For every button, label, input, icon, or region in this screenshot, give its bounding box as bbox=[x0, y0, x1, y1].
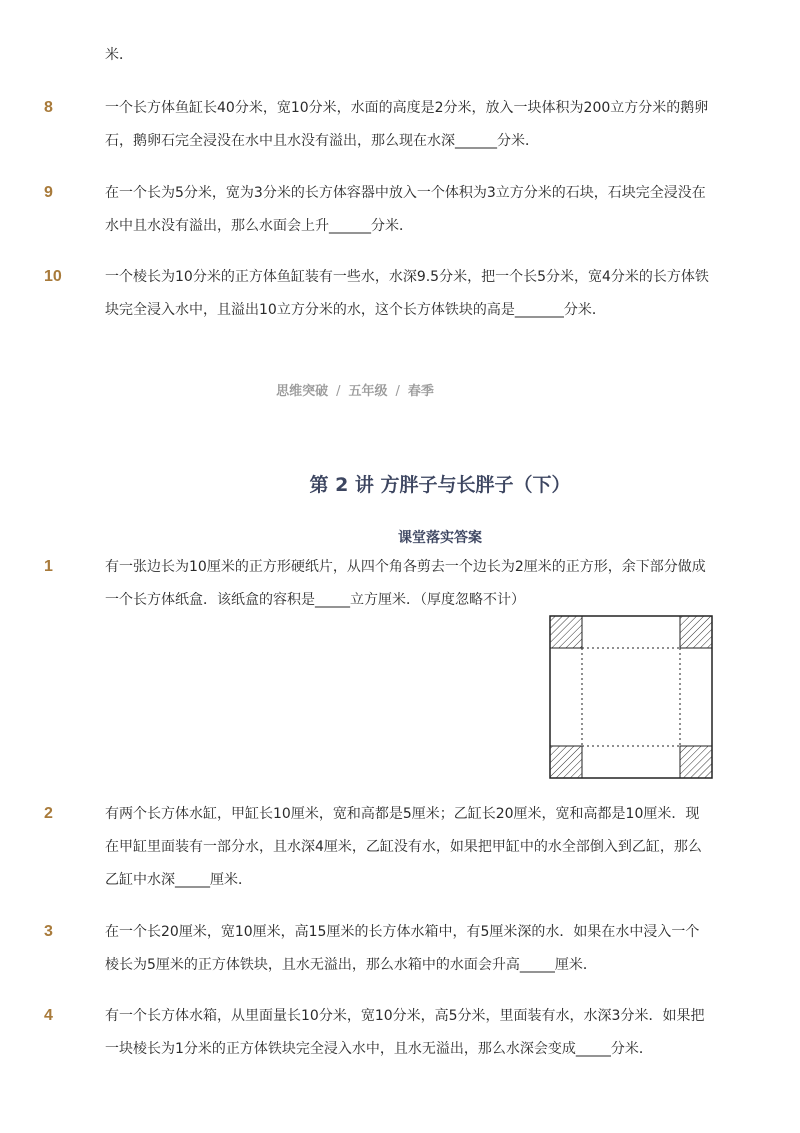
corner-square-top-left bbox=[550, 616, 582, 648]
corner-square-bottom-right bbox=[680, 746, 712, 778]
lecture-title: 第 2 讲 方胖子与长胖子（下） bbox=[309, 474, 571, 496]
question-number: 2 bbox=[44, 805, 53, 822]
question-text-line: 在一个长20厘米，宽10厘米，高15厘米的长方体水箱中，有5厘米深的水．如果在水中浸入一个 bbox=[105, 924, 700, 940]
question-text-line: 一个长方体纸盒．该纸盒的容积是_____立方厘米．（厚度忽略不计） bbox=[105, 592, 525, 608]
question-text-line: 棱长为5厘米的正方体铁块，且水无溢出，那么水箱中的水面会升高_____厘米． bbox=[105, 957, 597, 973]
question-number: 9 bbox=[44, 184, 53, 201]
question-text-line: 块完全浸入水中，且溢出10立方分米的水，这个长方体铁块的高是_______分米． bbox=[105, 302, 606, 318]
question-number: 1 bbox=[44, 558, 53, 575]
corner-square-bottom-left bbox=[550, 746, 582, 778]
question-text-line: 水中且水没有溢出，那么水面会上升______分米． bbox=[105, 218, 413, 234]
section-title: 课堂落实答案 bbox=[398, 530, 482, 546]
cut-corner-square-figure bbox=[549, 615, 713, 779]
footer-separator: / bbox=[395, 384, 400, 399]
question-number: 3 bbox=[44, 923, 53, 940]
question-text-line: 在一个长为5分米，宽为3分米的长方体容器中放入一个体积为3立方分米的石块，石块完全浸没在 bbox=[105, 185, 706, 201]
question-text-line: 一个棱长为10分米的正方体鱼缸装有一些水，水深9.5分米，把一个长5分米，宽4分米的长方体铁 bbox=[105, 269, 709, 285]
question-text-line: 一块棱长为1分米的正方体铁块完全浸入水中，且水无溢出，那么水深会变成_____分米． bbox=[105, 1041, 653, 1057]
question-text-line: 有两个长方体水缸，甲缸长10厘米，宽和高都是5厘米；乙缸长20厘米，宽和高都是10厘米．现 bbox=[105, 806, 700, 822]
question-text-line: 一个长方体鱼缸长40分米，宽10分米，水面的高度是2分米，放入一块体积为200立方分米的鹅卵 bbox=[105, 100, 709, 116]
corner-square-top-right bbox=[680, 616, 712, 648]
page-footer bbox=[0, 380, 710, 399]
question-text-line: 有一个长方体水箱，从里面量长10分米，宽10分米，高5分米，里面装有水，水深3分米．如果把 bbox=[105, 1008, 705, 1024]
question-text-line: 石，鹅卵石完全浸没在水中且水没有溢出，那么现在水深______分米． bbox=[105, 133, 539, 149]
footer-grade: 五年级 bbox=[348, 384, 388, 399]
question-number: 8 bbox=[44, 99, 53, 116]
footer-separator: / bbox=[336, 384, 341, 399]
continued-text: 米． bbox=[105, 47, 133, 63]
question-number: 4 bbox=[44, 1007, 53, 1024]
question-text-line: 有一张边长为10厘米的正方形硬纸片，从四个角各剪去一个边长为2厘米的正方形，余下部分做成 bbox=[105, 559, 706, 575]
question-number: 10 bbox=[44, 268, 62, 285]
footer-term: 春季 bbox=[407, 384, 434, 399]
question-text-line: 乙缸中水深_____厘米． bbox=[105, 872, 252, 888]
footer-series: 思维突破 bbox=[276, 384, 329, 399]
question-text-line: 在甲缸里面装有一部分水，且水深4厘米，乙缸没有水，如果把甲缸中的水全部倒入到乙缸，那么 bbox=[105, 839, 702, 855]
